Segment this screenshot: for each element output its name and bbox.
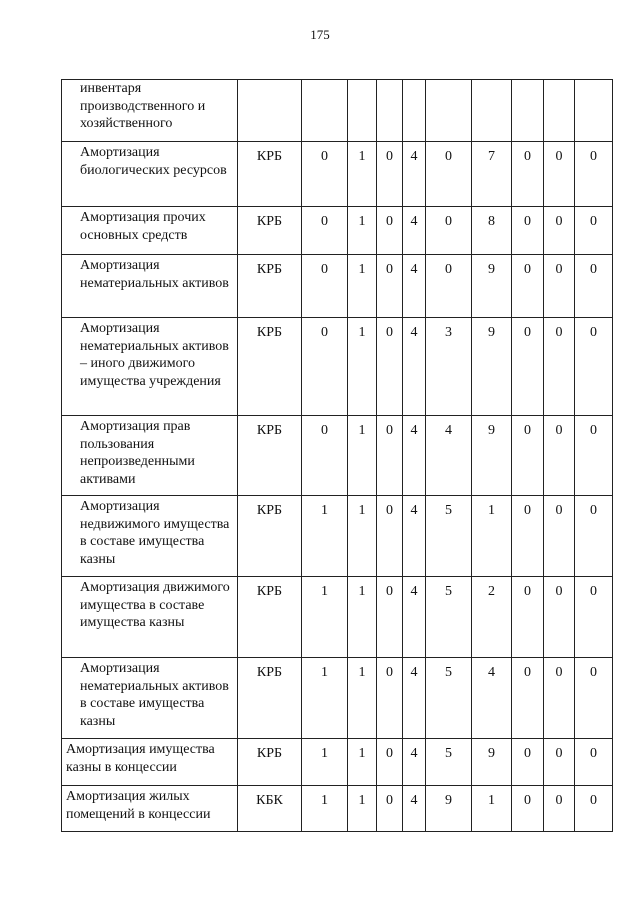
account-name-cell: инвентаря производственного и хозяйственного bbox=[62, 80, 238, 142]
digit-cell bbox=[575, 80, 613, 142]
digit-cell: 0 bbox=[512, 739, 544, 786]
digit-cell: 0 bbox=[512, 496, 544, 577]
code-cell: КРБ bbox=[238, 577, 302, 658]
page-number: 175 bbox=[310, 27, 330, 42]
digit-cell: 0 bbox=[575, 577, 613, 658]
digit-cell bbox=[512, 80, 544, 142]
digit-cell: 0 bbox=[512, 658, 544, 739]
digit-cell: 9 bbox=[472, 739, 512, 786]
digit-cell: 0 bbox=[377, 577, 403, 658]
digit-cell: 4 bbox=[403, 318, 426, 416]
digit-cell: 0 bbox=[426, 207, 472, 255]
digit-cell: 1 bbox=[348, 255, 377, 318]
digit-cell: 0 bbox=[377, 496, 403, 577]
digit-cell: 0 bbox=[512, 318, 544, 416]
digit-cell: 4 bbox=[403, 658, 426, 739]
digit-cell: 2 bbox=[472, 577, 512, 658]
digit-cell: 1 bbox=[348, 207, 377, 255]
digit-cell: 4 bbox=[472, 658, 512, 739]
digit-cell: 1 bbox=[302, 739, 348, 786]
digit-cell: 3 bbox=[426, 318, 472, 416]
account-name-cell: Амортизация нематериальных активов – иного движимого имущества учреждения bbox=[62, 318, 238, 416]
digit-cell: 1 bbox=[302, 577, 348, 658]
digit-cell: 0 bbox=[377, 786, 403, 832]
digit-cell: 0 bbox=[377, 416, 403, 496]
account-name-cell: Амортизация имущества казны в концессии bbox=[62, 739, 238, 786]
digit-cell: 1 bbox=[348, 739, 377, 786]
code-cell: КРБ bbox=[238, 318, 302, 416]
code-cell: КРБ bbox=[238, 739, 302, 786]
digit-cell: 0 bbox=[512, 255, 544, 318]
code-cell: КРБ bbox=[238, 255, 302, 318]
digit-cell: 1 bbox=[302, 496, 348, 577]
digit-cell: 0 bbox=[377, 142, 403, 207]
digit-cell: 0 bbox=[302, 416, 348, 496]
table-row bbox=[62, 496, 613, 577]
digit-cell: 5 bbox=[426, 739, 472, 786]
digit-cell: 0 bbox=[302, 255, 348, 318]
code-cell: КРБ bbox=[238, 207, 302, 255]
digit-cell bbox=[472, 80, 512, 142]
digit-cell bbox=[377, 80, 403, 142]
digit-cell: 1 bbox=[348, 416, 377, 496]
digit-cell: 1 bbox=[472, 496, 512, 577]
digit-cell: 0 bbox=[426, 142, 472, 207]
code-cell: КРБ bbox=[238, 496, 302, 577]
digit-cell: 1 bbox=[348, 786, 377, 832]
code-cell bbox=[238, 80, 302, 142]
digit-cell: 0 bbox=[377, 207, 403, 255]
code-cell: КРБ bbox=[238, 416, 302, 496]
digit-cell: 0 bbox=[544, 658, 575, 739]
digit-cell: 0 bbox=[575, 318, 613, 416]
table-row bbox=[62, 739, 613, 786]
digit-cell bbox=[403, 80, 426, 142]
digit-cell: 0 bbox=[544, 496, 575, 577]
digit-cell: 0 bbox=[544, 255, 575, 318]
digit-cell: 0 bbox=[377, 255, 403, 318]
digit-cell: 0 bbox=[544, 416, 575, 496]
digit-cell: 0 bbox=[544, 786, 575, 832]
digit-cell: 9 bbox=[426, 786, 472, 832]
digit-cell: 1 bbox=[348, 142, 377, 207]
digit-cell: 0 bbox=[575, 207, 613, 255]
account-name-cell: Амортизация прав пользования непроизведенными активами bbox=[62, 416, 238, 496]
digit-cell: 0 bbox=[302, 318, 348, 416]
digit-cell: 4 bbox=[403, 142, 426, 207]
table-row bbox=[62, 577, 613, 658]
digit-cell: 4 bbox=[403, 496, 426, 577]
table-row bbox=[62, 142, 613, 207]
digit-cell: 0 bbox=[575, 496, 613, 577]
account-table bbox=[61, 79, 613, 832]
code-cell: КРБ bbox=[238, 142, 302, 207]
table-row bbox=[62, 786, 613, 832]
digit-cell: 4 bbox=[403, 577, 426, 658]
digit-cell: 0 bbox=[377, 318, 403, 416]
digit-cell: 4 bbox=[403, 786, 426, 832]
account-name-cell: Амортизация движимого имущества в составе имущества казны bbox=[62, 577, 238, 658]
digit-cell: 8 bbox=[472, 207, 512, 255]
digit-cell bbox=[426, 80, 472, 142]
digit-cell: 7 bbox=[472, 142, 512, 207]
digit-cell: 0 bbox=[575, 739, 613, 786]
digit-cell: 1 bbox=[348, 496, 377, 577]
digit-cell: 0 bbox=[377, 658, 403, 739]
digit-cell: 0 bbox=[512, 577, 544, 658]
digit-cell: 0 bbox=[544, 142, 575, 207]
digit-cell: 5 bbox=[426, 496, 472, 577]
account-name-cell: Амортизация нематериальных активов bbox=[62, 255, 238, 318]
digit-cell: 4 bbox=[403, 739, 426, 786]
digit-cell: 0 bbox=[544, 318, 575, 416]
digit-cell: 0 bbox=[302, 142, 348, 207]
digit-cell: 0 bbox=[512, 207, 544, 255]
table-row bbox=[62, 416, 613, 496]
digit-cell bbox=[544, 80, 575, 142]
digit-cell: 0 bbox=[512, 416, 544, 496]
table-row bbox=[62, 207, 613, 255]
account-name-cell: Амортизация жилых помещений в концессии bbox=[62, 786, 238, 832]
digit-cell: 1 bbox=[302, 658, 348, 739]
table-row bbox=[62, 255, 613, 318]
table-row bbox=[62, 658, 613, 739]
digit-cell: 0 bbox=[544, 207, 575, 255]
digit-cell: 0 bbox=[302, 207, 348, 255]
digit-cell: 0 bbox=[575, 255, 613, 318]
digit-cell: 0 bbox=[426, 255, 472, 318]
digit-cell: 9 bbox=[472, 318, 512, 416]
digit-cell bbox=[302, 80, 348, 142]
digit-cell: 4 bbox=[403, 416, 426, 496]
digit-cell: 0 bbox=[544, 577, 575, 658]
digit-cell bbox=[348, 80, 377, 142]
table-row bbox=[62, 80, 613, 142]
digit-cell: 0 bbox=[575, 142, 613, 207]
code-cell: КРБ bbox=[238, 658, 302, 739]
digit-cell: 5 bbox=[426, 658, 472, 739]
digit-cell: 1 bbox=[302, 786, 348, 832]
digit-cell: 4 bbox=[403, 207, 426, 255]
digit-cell: 9 bbox=[472, 416, 512, 496]
digit-cell: 1 bbox=[348, 318, 377, 416]
digit-cell: 0 bbox=[575, 416, 613, 496]
code-cell: КБК bbox=[238, 786, 302, 832]
account-name-cell: Амортизация нематериальных активов в составе имущества казны bbox=[62, 658, 238, 739]
digit-cell: 0 bbox=[377, 739, 403, 786]
digit-cell: 1 bbox=[348, 658, 377, 739]
digit-cell: 0 bbox=[512, 142, 544, 207]
digit-cell: 5 bbox=[426, 577, 472, 658]
digit-cell: 4 bbox=[403, 255, 426, 318]
digit-cell: 0 bbox=[512, 786, 544, 832]
account-name-cell: Амортизация прочих основных средств bbox=[62, 207, 238, 255]
table-row bbox=[62, 318, 613, 416]
digit-cell: 1 bbox=[472, 786, 512, 832]
digit-cell: 4 bbox=[426, 416, 472, 496]
account-name-cell: Амортизация биологических ресурсов bbox=[62, 142, 238, 207]
digit-cell: 9 bbox=[472, 255, 512, 318]
digit-cell: 0 bbox=[575, 658, 613, 739]
digit-cell: 1 bbox=[348, 577, 377, 658]
digit-cell: 0 bbox=[544, 739, 575, 786]
digit-cell: 0 bbox=[575, 786, 613, 832]
account-name-cell: Амортизация недвижимого имущества в составе имущества казны bbox=[62, 496, 238, 577]
